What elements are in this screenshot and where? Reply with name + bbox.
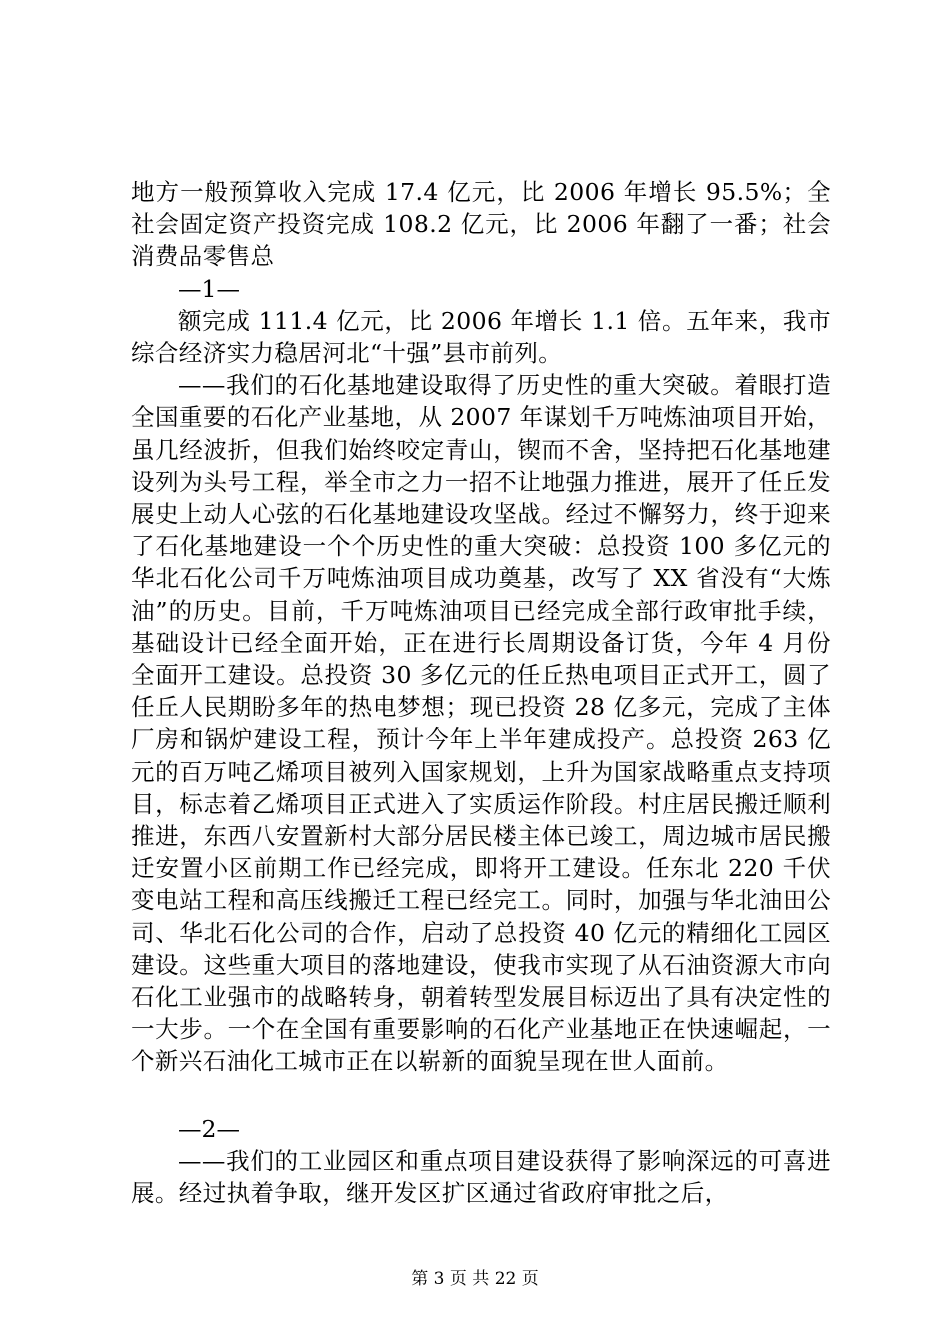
body-text-section-1 [131,176,831,1078]
paragraph-economy: 额完成 111.4 亿元，比 2006 年增长 1.1 倍。五年来，我市综合经济实力稳居河北“十强”县市前列。 [131,306,831,368]
body-text-section-2 [131,1113,831,1210]
page-footer: 第 3 页 共 22 页 [411,1269,539,1289]
page-marker-1: —1— [178,274,240,303]
page-marker-2: —2— [178,1115,240,1143]
paragraph-industrial-parks: ——我们的工业园区和重点项目建设获得了影响深远的可喜进展。经过执着争取，继开发区扩区通过省政府审批之后， [131,1147,831,1208]
paragraph-petrochemical-base: ——我们的石化基地建设取得了历史性的重大突破。着眼打造全国重要的石化产业基地，从 2007 年谋划千万吨炼油项目开始，虽几经波折，但我们始终咬定青山，锲而不舍，坚持把石化基地建设列为头号工程，举全市之力一招不让地强力推进，展开了任丘发展史上动人心弦的石化基地建设攻坚战。经过不懈努力，终于迎来了石化基地建设一个个历史性的重大突破：总投资 100 多亿元的华北石化公司千万吨炼油项目成功奠基，改写了 XX 省没有“大炼油”的历史。目前，千万吨炼油项目已经完成全部行政审批手续，基础设计已经全面开始，正在进行长周期设备订货，今年 4 月份全面开工建设。总投资 30 多亿元的任丘热电项目正式开工，圆了任丘人民期盼多年的热电梦想；现已投资 28 亿多元，完成了主体厂房和锅炉建设工程，预计今年上半年建成投产。总投资 263 亿元的百万吨乙烯项目被列入国家规划，上升为国家战略重点支持项目，标志着乙烯项目正式进入了实质运作阶段。村庄居民搬迁顺利推进，东西八安置新村大部分居民楼主体已竣工，周边城市居民搬迁安置小区前期工作已经完成，即将开工建设。任东北 220 千伏变电站工程和高压线搬迁工程已经完工。同时，加强与华北油田公司、华北石化公司的合作，启动了总投资 40 亿元的精细化工园区建设。这些重大项目的落地建设，使我市实现了从石油资源大市向石化工业强市的战略转身，朝着转型发展目标迈出了具有决定性的一大步。一个在全国有重要影响的石化产业基地正在快速崛起，一个新兴石油化工城市正在以崭新的面貌呈现在世人面前。 [131,371,831,1076]
paragraph-continuation: 地方一般预算收入完成 17.4 亿元，比 2006 年增长 95.5%；全社会固定资产投资完成 108.2 亿元，比 2006 年翻了一番；社会消费品零售总 [131,178,831,271]
